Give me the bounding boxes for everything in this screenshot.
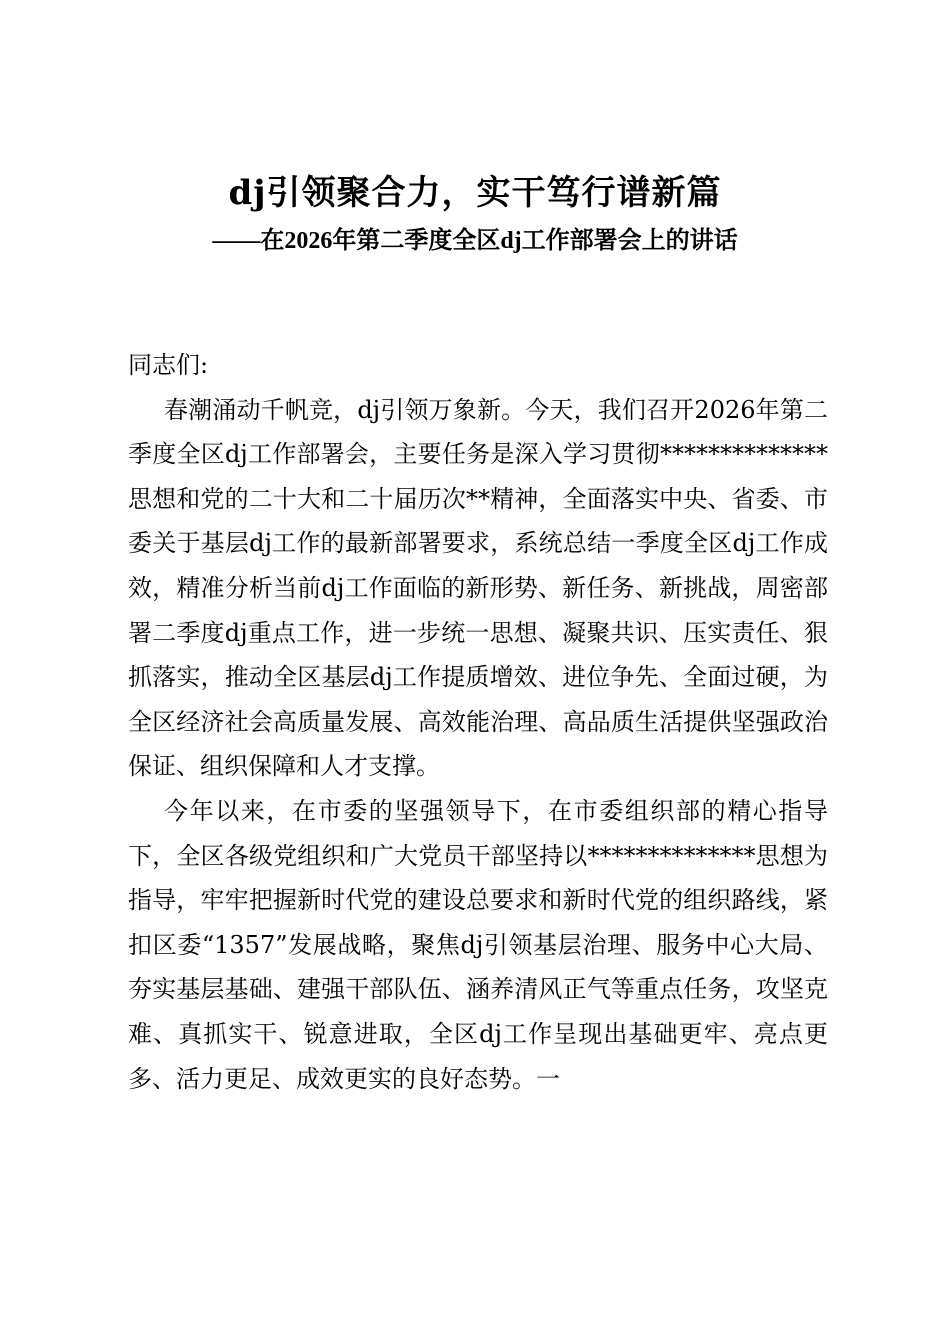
document-body xyxy=(128,343,828,1101)
body-paragraph: 春潮涌动千帆竞，dj引领万象新。今天，我们召开2026年第二季度全区dj工作部署会，主要任务是深入学习贯彻**************思想和党的二十大和二十届历次**精神，全面落实中央、省委、市委关于基层dj工作的最新部署要求，系统总结一季度全区dj工作成效，精准分析当前dj工作面临的新形势、新任务、新挑战，周密部署二季度dj重点工作，进一步统一思想、凝聚共识、压实责任、狠抓落实，推动全区基层dj工作提质增效、进位争先、全面过硬，为全区经济社会高质量发展、高效能治理、高品质生活提供坚强政治保证、组织保障和人才支撑。 xyxy=(128,395,828,781)
document-subtitle: ——在2026年第二季度全区dj工作部署会上的讲话 xyxy=(212,228,738,254)
greeting: 同志们: xyxy=(128,351,209,379)
document-title: dj引领聚合力，实干笃行谱新篇 xyxy=(228,173,722,213)
body-paragraph: 今年以来，在市委的坚强领导下，在市委组织部的精心指导下，全区各级党组织和广大党员干部坚持以**************思想为指导，牢牢把握新时代党的建设总要求和新时代党的组织路线，紧扣区委“1357”发展战略，聚焦dj引领基层治理、服务中心大局、夯实基层基础、建强干部队伍、涵养清风正气等重点任务，攻坚克难、真抓实干、锐意进取，全区dj工作呈现出基础更牢、亮点更多、活力更足、成效更实的良好态势。一 xyxy=(128,796,828,1093)
